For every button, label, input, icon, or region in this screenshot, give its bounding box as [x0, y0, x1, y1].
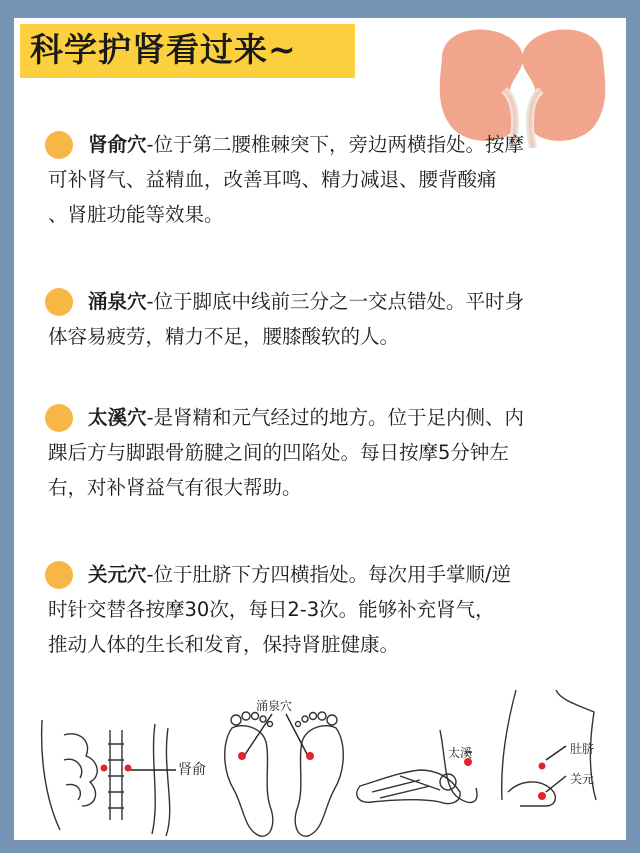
- acupoint-text: 、肾脏功能等效果。: [48, 203, 224, 226]
- acupoint-text: 踝后方与脚跟骨筋腱之间的凹陷处。每日按摩5分钟左: [48, 441, 509, 464]
- acupoint-text: -位于脚底中线前三分之一交点错处。平时身: [146, 290, 525, 313]
- shenshu-point: [125, 765, 132, 772]
- acupoint-name: 太溪穴: [88, 406, 147, 429]
- acupoint-text: 时针交替各按摩30次，每日2-3次。能够补充肾气，: [48, 598, 495, 621]
- acupoint-text: -位于肚脐下方四横指处。每次用手掌顺/逆: [146, 563, 512, 586]
- label-taixi: 太溪: [448, 746, 473, 760]
- label-guanyuan: 关元: [570, 772, 595, 786]
- shenshu-point: [101, 765, 108, 772]
- acupoint-text: 推动人体的生长和发育，保持肾脏健康。: [48, 633, 400, 656]
- yongquan-point: [306, 752, 314, 760]
- label-yongquan: 涌泉穴: [256, 699, 293, 713]
- soles-figure: [225, 712, 344, 836]
- guanyuan-point: [538, 792, 546, 800]
- foot-skeleton-figure: [357, 730, 477, 804]
- acupoint-name: 关元穴: [88, 563, 147, 586]
- page-title: 科学护肾看过来~: [30, 30, 297, 69]
- acupoint-text: 可补肾气、益精血，改善耳鸣、精力减退、腰背酸痛: [48, 168, 497, 191]
- acupoint-text: -是肾精和元气经过的地方。位于足内侧、内: [146, 406, 525, 429]
- yongquan-point: [238, 752, 246, 760]
- label-duqi: 肚脐: [570, 742, 595, 756]
- label-shenshu: 肾俞: [178, 762, 206, 778]
- duqi-point: [539, 763, 546, 770]
- acupoint-text: 右，对补肾益气有很大帮助。: [48, 476, 302, 499]
- acupoint-name: 涌泉穴: [88, 290, 147, 313]
- acupoint-name: 肾俞穴: [88, 133, 147, 156]
- back-figure: [42, 720, 176, 836]
- acupoint-text: 体容易疲劳，精力不足，腰膝酸软的人。: [48, 325, 400, 348]
- acupoint-text: -位于第二腰椎棘突下，旁边两横指处。按摩: [146, 133, 525, 156]
